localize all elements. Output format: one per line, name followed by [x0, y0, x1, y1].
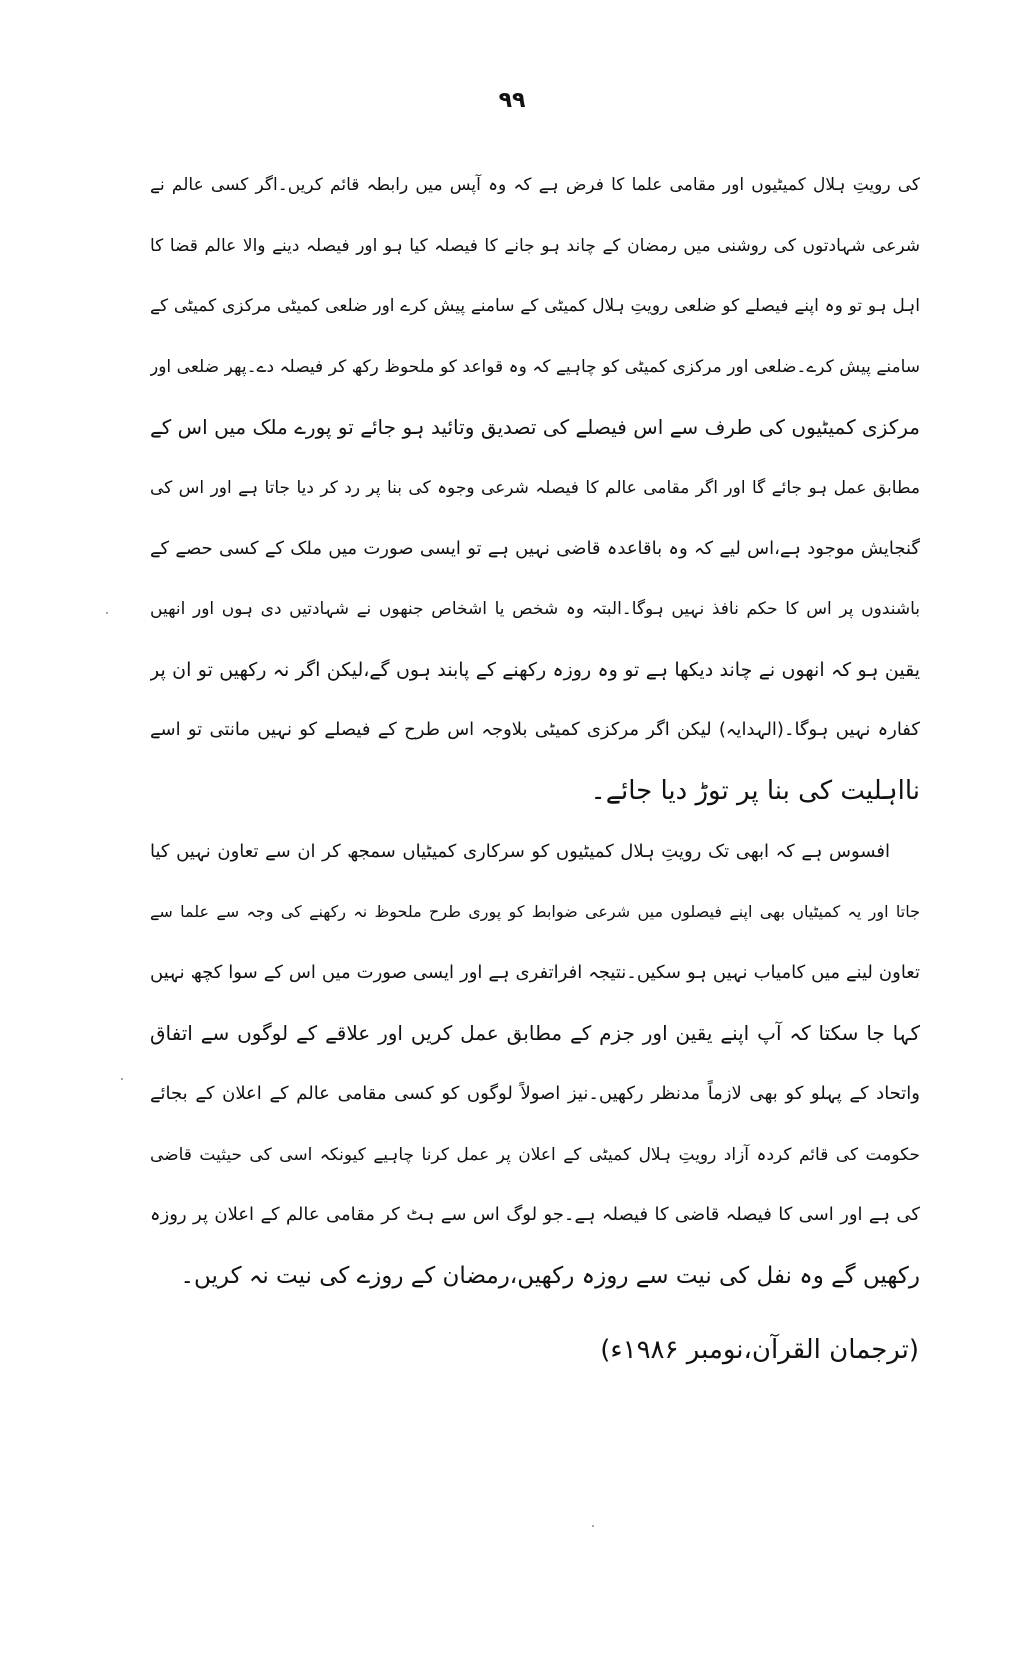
text-line: تعاون لینے میں کامیاب نہیں ہو سکیں۔نتیجہ افراتفری ہے اور ایسی صورت میں اس کے سوا کچھ نہیں: [150, 961, 920, 983]
text-line: اہل ہو تو وہ اپنے فیصلے کو ضلعی رویتِ ہلال کمیٹی کے سامنے پیش کرے اور ضلعی کمیٹی مرکزی کمیٹی کے: [150, 296, 920, 317]
text-line: واتحاد کے پہلو کو بھی لازماً مدنظر رکھیں۔نیز اصولاً لوگوں کو کسی مقامی عالم کے اعلان کے بجائے: [150, 1082, 920, 1104]
paragraph-2: [150, 822, 920, 1307]
text-line: شرعی شہادتوں کی روشنی میں رمضان کے چاند ہو جانے کا فیصلہ کیا ہو اور فیصلہ دینے والا عالم قضا کا: [150, 235, 920, 256]
text-line: رکھیں گے وہ نفل کی نیت سے روزہ رکھیں،رمضان کے روزے کی نیت نہ کریں۔: [180, 1262, 920, 1289]
text-line: کہا جا سکتا کہ آپ اپنے یقین اور جزم کے مطابق عمل کریں اور علاقے کے لوگوں سے اتفاق: [150, 1021, 920, 1046]
text-line: کی رویتِ ہلال کمیٹیوں اور مقامی علما کا فرض ہے کہ وہ آپس میں رابطہ قائم کریں۔اگر کسی عالم نے: [150, 175, 920, 195]
paragraph-1: [150, 155, 920, 822]
scan-speck: [121, 1078, 123, 1080]
scan-speck: [592, 1525, 594, 1527]
text-line: یقین ہو کہ انھوں نے چاند دیکھا ہے تو وہ روزہ رکھنے کے پابند ہوں گے،لیکن اگر نہ رکھیں تو ان پر: [150, 658, 920, 681]
body-text: [150, 155, 920, 1306]
text-line: نااہلیت کی بنا پر توڑ دیا جائے۔: [590, 775, 920, 806]
text-line: سامنے پیش کرے۔ضلعی اور مرکزی کمیٹی کو چاہیے کہ وہ قواعد کو ملحوظ رکھ کر فیصلہ دے۔پھر ضلعی اور: [150, 356, 920, 377]
text-line: مرکزی کمیٹیوں کی طرف سے اس فیصلے کی تصدیق وتائید ہو جائے تو پورے ملک میں اس کے: [150, 415, 920, 440]
text-line: مطابق عمل ہو جائے گا اور اگر مقامی عالم کا فیصلہ شرعی وجوہ کی بنا پر رد کر دیا جاتا ہے اور اس کی: [150, 477, 920, 498]
scan-speck: [106, 612, 108, 614]
page-number: ۹۹: [498, 88, 526, 113]
text-line: حکومت کی قائم کردہ آزاد رویتِ ہلال کمیٹی کے اعلان پر عمل کرنا چاہیے کیونکہ اسی کی حیثیت قاضی: [150, 1144, 920, 1165]
text-line: افسوس ہے کہ ابھی تک رویتِ ہلال کمیٹیوں کو سرکاری کمیٹیاں سمجھ کر ان سے تعاون نہیں کیا: [150, 840, 890, 862]
text-line: کفارہ نہیں ہوگا۔(الہدایہ) لیکن اگر مرکزی کمیٹی بلاوجہ اس طرح کے فیصلے کو نہیں مانتی تو اسے: [150, 719, 920, 741]
text-line: جاتا اور یہ کمیٹیاں بھی اپنے فیصلوں میں شرعی ضوابط کو پوری طرح ملحوظ نہ رکھنے کی وجہ سے علما سے: [150, 902, 920, 922]
text-line: باشندوں پر اس کا حکم نافذ نہیں ہوگا۔البتہ وہ شخص یا اشخاص جنھوں نے شہادتیں دی ہوں اور انھیں: [150, 599, 920, 620]
text-line: کی ہے اور اسی کا فیصلہ قاضی کا فیصلہ ہے۔جو لوگ اس سے ہٹ کر مقامی عالم کے اعلان پر روزہ: [150, 1204, 920, 1226]
source-citation: (ترجمان القرآن،نومبر ۱۹۸۶ء): [600, 1335, 919, 1365]
text-line: گنجایش موجود ہے،اس لیے کہ وہ باقاعدہ قاضی نہیں ہے تو ایسی صورت میں ملک کے کسی حصے کے: [150, 537, 920, 559]
